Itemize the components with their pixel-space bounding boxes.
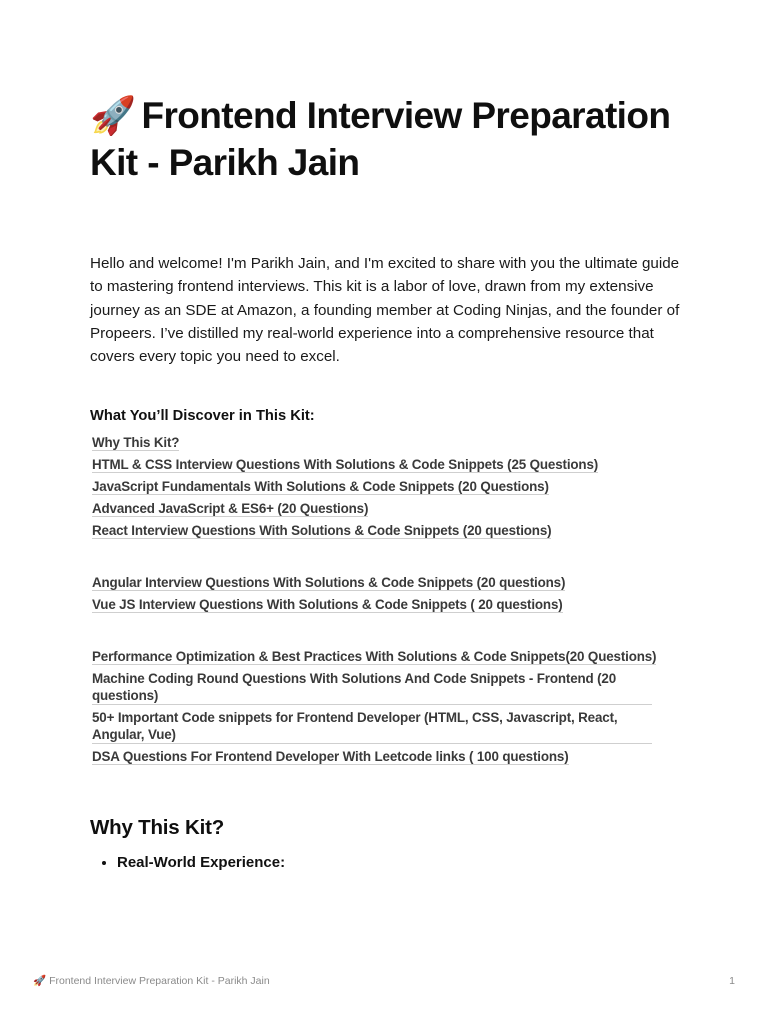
table-of-contents [92,434,690,766]
toc-link-javascript-fundamentals[interactable]: JavaScript Fundamentals With Solutions & Code Snippets (20 Questions) [92,479,549,495]
toc-link-angular[interactable]: Angular Interview Questions With Solutions & Code Snippets (20 questions) [92,575,566,591]
toc-link-machine-coding[interactable]: Machine Coding Round Questions With Solutions And Code Snippets - Frontend (20 questions) [92,670,652,705]
rocket-icon: 🚀 [33,975,47,987]
footer-title [33,974,270,987]
intro-paragraph: Hello and welcome! I'm Parikh Jain, and I'm excited to share with you the ultimate guide to mastering frontend interviews. This kit is a labor of love, drawn from my extensive journey as an SDE at Amazon, a founding member at Coding Ninjas, and the founder of Propeers. I’ve distilled my real-world experience into a comprehensive resource that covers every topic you need to excel. [90,255,680,366]
bullet-item: • Real-World Experience: [117,854,690,871]
toc-link-advanced-javascript[interactable]: Advanced JavaScript & ES6+ (20 Questions) [92,501,369,517]
document-page [90,92,690,871]
page-title [90,92,690,186]
toc-link-html-css[interactable]: HTML & CSS Interview Questions With Solutions & Code Snippets (25 Questions) [92,457,599,473]
page-title-text: Frontend Interview Preparation Kit - Parikh Jain [90,95,671,183]
footer-title-text: Frontend Interview Preparation Kit - Parikh Jain [49,975,270,987]
discover-label: What You’ll Discover in This Kit: [90,408,315,425]
toc-link-dsa[interactable]: DSA Questions For Frontend Developer With Leetcode links ( 100 questions) [92,749,569,765]
toc-link-performance[interactable]: Performance Optimization & Best Practices With Solutions & Code Snippets(20 Questions) [92,649,657,665]
rocket-icon: 🚀 [90,95,136,136]
toc-link-react[interactable]: React Interview Questions With Solutions & Code Snippets (20 questions) [92,523,552,539]
toc-link-vue[interactable]: Vue JS Interview Questions With Solutions & Code Snippets ( 20 questions) [92,597,563,613]
page-number: 1 [729,974,735,987]
toc-spacer [92,618,690,648]
section-heading: Why This Kit? [90,816,225,840]
toc-link-why-this-kit[interactable]: Why This Kit? [92,435,180,451]
toc-spacer [92,544,690,574]
page-footer [33,974,735,987]
toc-link-code-snippets[interactable]: 50+ Important Code snippets for Frontend Developer (HTML, CSS, Javascript, React, Angular, Vue) [92,709,652,744]
bullet-list [90,854,690,871]
